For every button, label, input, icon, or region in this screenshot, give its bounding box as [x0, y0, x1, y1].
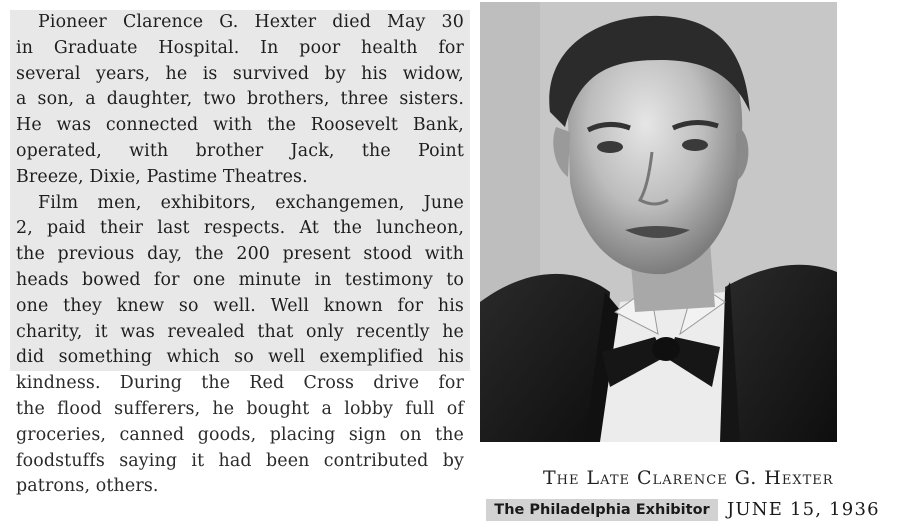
text-line: patrons, others.	[16, 476, 159, 497]
text-line: foodstuffs saying it had been contributed by	[16, 450, 464, 471]
text-line: heads bowed for one minute in testimony to	[10, 268, 470, 294]
text-line: 2, paid their last respects. At the luncheon,	[10, 216, 470, 242]
text-line: operated, with brother Jack, the Point	[10, 139, 470, 165]
paragraph-2	[10, 191, 470, 501]
text-line: the previous day, the 200 present stood with	[10, 242, 470, 268]
text-line: in Graduate Hospital. In poor health for	[10, 36, 470, 62]
portrait-illustration	[480, 2, 837, 442]
text-line: did something which so well exemplified his	[10, 345, 470, 371]
text-line: the flood sufferers, he bought a lobby full of	[16, 398, 464, 419]
paragraph-1	[10, 10, 470, 191]
text-line: several years, he is survived by his widow,	[10, 62, 470, 88]
photo-caption: The Late Clarence G. Hexter	[543, 467, 834, 489]
portrait-photo	[480, 2, 837, 442]
text-line: charity, it was revealed that only recently he	[10, 320, 470, 346]
text-line: a son, a daughter, two brothers, three sisters.	[10, 87, 470, 113]
text-line: kindness. During the Red Cross drive for	[16, 373, 464, 394]
source-label: The Philadelphia Exhibitor	[486, 499, 718, 521]
text-line: Pioneer Clarence G. Hexter died May 30	[10, 10, 470, 36]
text-line: He was connected with the Roosevelt Bank,	[10, 113, 470, 139]
publication-date: JUNE 15, 1936	[727, 499, 880, 520]
text-line: groceries, canned goods, placing sign on the	[16, 424, 464, 445]
article-text	[10, 10, 470, 500]
text-line: Breeze, Dixie, Pastime Theatres.	[10, 165, 470, 191]
text-line: one they knew so well. Well known for his	[10, 294, 470, 320]
text-line: Film men, exhibitors, exchangemen, June	[10, 191, 470, 217]
